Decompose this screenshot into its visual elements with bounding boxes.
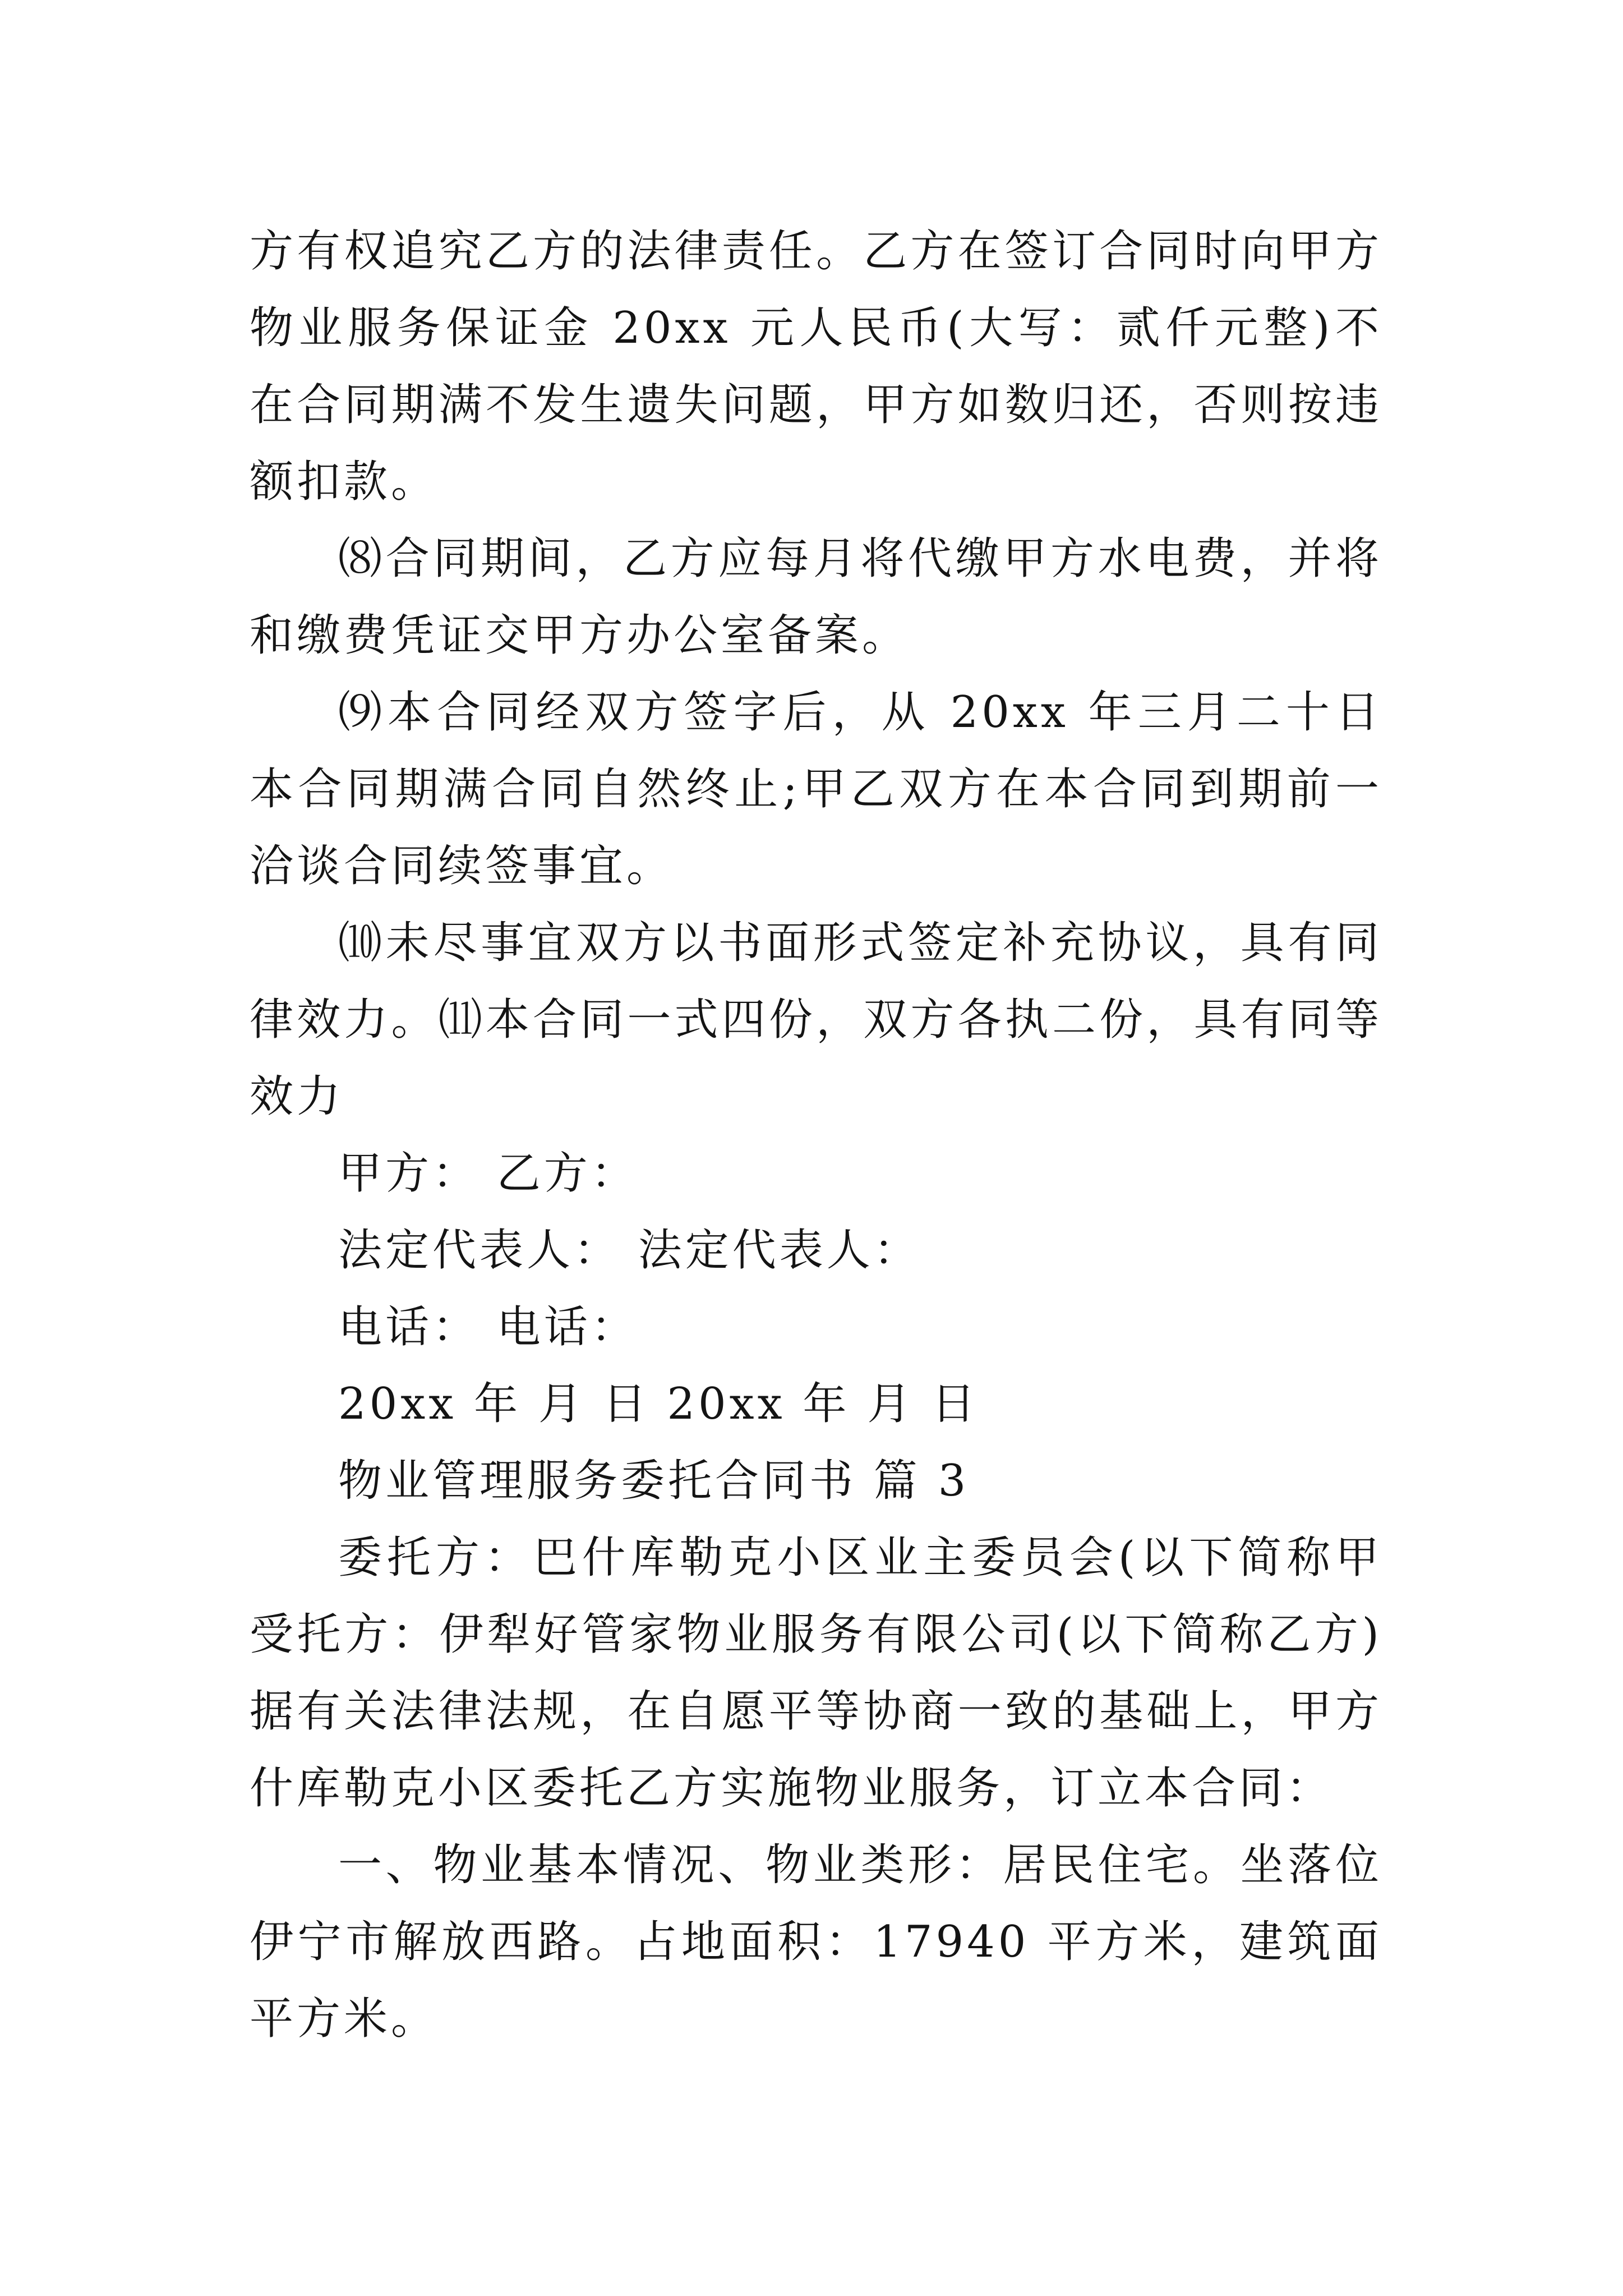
signature-parties-line: 甲方： 乙方： xyxy=(338,1148,638,1199)
text-line: 额扣款。 xyxy=(250,457,439,507)
text-line: 据有关法律法规，在自愿平等协商一致的基础上，甲方 xyxy=(250,1686,1382,1737)
text-line: 伊宁市解放西路。占地面积：17940 平方米，建筑面 xyxy=(250,1917,1382,1967)
text-line: 平方米。 xyxy=(250,1994,439,2044)
text-line: 物业服务保证金 20xx 元人民币(大写：贰仟元整)不 xyxy=(250,303,1382,353)
text-line: 方有权追究乙方的法律责任。乙方在签订合同时向甲方 xyxy=(250,226,1382,277)
legal-representative-line: 法定代表人： 法定代表人： xyxy=(338,1225,921,1276)
contractor-line: 受托方：伊犁好管家物业服务有限公司(以下简称乙方) xyxy=(250,1609,1382,1660)
phone-line: 电话： 电话： xyxy=(338,1302,638,1352)
date-line: 20xx 年 月 日 20xx 年 月 日 xyxy=(338,1379,979,1429)
clause-10-line: ⑽未尽事宜双方以书面形式签定补充协议，具有同 xyxy=(338,918,1382,968)
text-line: 效力 xyxy=(250,1071,344,1122)
text-line: 什库勒克小区委托乙方实施物业服务，订立本合同： xyxy=(250,1763,1334,1814)
client-line: 委托方：巴什库勒克小区业主委员会(以下简称甲 xyxy=(338,1533,1382,1583)
text-line: 洽谈合同续签事宜。 xyxy=(250,841,674,891)
contract-text xyxy=(250,213,1382,2058)
property-info-line: 一、物业基本情况、物业类形：居民住宅。坐落位 xyxy=(338,1840,1382,1890)
text-line: 律效力。⑾本合同一式四份，双方各执二份，具有同等 xyxy=(250,995,1382,1045)
text-line: 和缴费凭证交甲方办公室备案。 xyxy=(250,610,910,661)
clause-9-line: ⑼本合同经双方签字后，从 20xx 年三月二十日 xyxy=(338,687,1382,738)
section-title: 物业管理服务委托合同书 篇 3 xyxy=(338,1456,970,1506)
clause-8-line: ⑻合同期间，乙方应每月将代缴甲方水电费，并将 xyxy=(338,533,1382,584)
text-line: 在合同期满不发生遗失问题，甲方如数归还，否则按违 xyxy=(250,380,1382,430)
text-line: 本合同期满合同自然终止;甲乙双方在本合同到期前一 xyxy=(250,764,1382,815)
